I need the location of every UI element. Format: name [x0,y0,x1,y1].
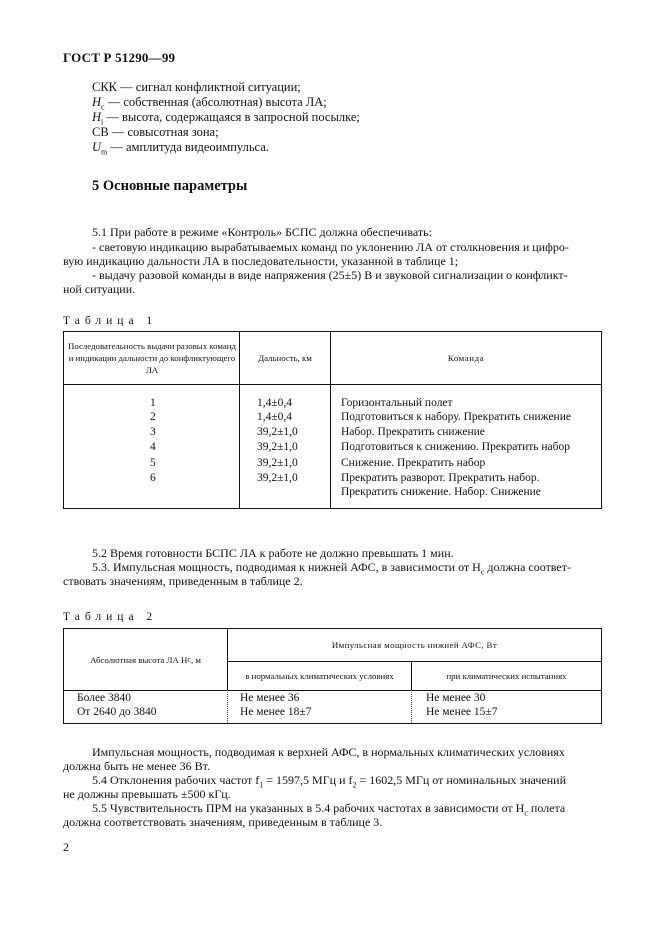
table1-row3-dist: 39,2±1,0 [257,426,298,438]
table2-caption: Таблица 2 [63,611,158,623]
table2-row2-normal: Не менее 18±7 [240,706,312,718]
table1-row5-dist: 39,2±1,0 [257,457,298,469]
para-5-4-line1: 5.4 Отклонения рабочих частот $f_1 = 1597,5$ МГц и $f_2 = 1602,5$ МГц от номинальных значений [92,773,567,790]
para-5-1-line4: - выдачу разовой команды в виде напряжения (25±5) В и звуковой сигнализации о конфликт- [92,268,568,282]
table2-body-divider-1 [227,690,228,723]
table1-row5-cmd: Снижение. Прекратить набор [341,457,486,469]
table2-header-altitude: Абсолютная высота ЛА H с , м [90,654,201,665]
para-5-2: 5.2 Время готовности БСПС ЛА к работе не должно превышать 1 мин. [92,546,454,560]
table1-row1-dist: 1,4±0,4 [257,397,293,409]
definition-hi: $H_i$ — высота, содержащаяся в запросной посылке; [92,110,360,127]
table1-row6-num: 6 [150,472,156,484]
table2-header-tests: при климатических испытаниях [446,671,567,681]
table1-row2-num: 2 [150,411,156,423]
table2-header-bottom [64,690,601,691]
para-5-1-line1: 5.1 При работе в режиме «Контроль» БСПС должна обеспечивать: [92,225,432,239]
table1-row6-cmd: Прекратить разворот. Прекратить набор. [341,472,540,484]
table1-row5-num: 5 [150,457,156,469]
table1-row1-num: 1 [150,397,156,409]
table1 [63,331,602,509]
table2 [63,628,602,724]
page-number: 2 [63,840,69,854]
table2-header-normal: в нормальных климатических условиях [245,671,394,681]
para-5-1-line2: - световую индикацию вырабатываемых команд по уклонению ЛА от столкновения и цифро- [92,240,569,254]
section-title: 5 Основные параметры [92,178,248,194]
definition-skk: СКК — сигнал конфликтной ситуации; [92,80,301,94]
document-header: ГОСТ Р 51290—99 [63,50,176,65]
table1-row4-cmd: Подготовиться к снижению. Прекратить набор [341,441,571,453]
table1-caption: Таблица 1 [63,315,158,327]
para-5-1-line5: ной ситуации. [63,282,136,296]
table1-row4-num: 4 [150,441,156,453]
table2-row1-alt: Более 3840 [77,692,132,704]
table2-header-power: Импульсная мощность нижней АФС, Вт [331,640,498,650]
definition-um: $U_m$ — амплитуда видеоимпульса. [92,140,269,157]
table1-row6-cmd-cont: Прекратить снижение. Набор. Снижение [341,486,541,498]
table2-row1-normal: Не менее 36 [240,692,300,704]
table1-row4-dist: 39,2±1,0 [257,441,298,453]
table1-header-sequence: Последовательность выдачи разовых команд и индикации дальности до конфликтующего ЛА [68,341,236,375]
para-5-3-line1: 5.3. Импульсная мощность, подводимая к нижней АФС, в зависимости от $H_с$ должна соответ- [92,560,571,577]
para-5-5-line2: должна соответствовать значениям, приведенным в таблице 3. [63,815,383,829]
table1-header-distance: Дальность, км [258,353,312,363]
definition-hc: $H_c$ — собственная (абсолютная) высота ЛА; [92,95,327,112]
table1-row2-cmd: Подготовиться к набору. Прекратить снижение [341,411,571,423]
table2-row1-tests: Не менее 30 [426,692,486,704]
table1-header-command: Команда [447,353,485,363]
definition-sv: СВ — совысотная зона; [92,125,219,139]
table1-row3-cmd: Набор. Прекратить снижение [341,426,485,438]
table1-row2-dist: 1,4±0,4 [257,411,293,423]
para-5-4-line2: не должны превышать ±500 кГц. [63,787,231,801]
para-5-1-line3: вую индикацию дальности ЛА в последовательности, указанной в таблице 1; [63,254,459,268]
table1-row3-num: 3 [150,426,156,438]
para-upper-line2: должна быть не менее 36 Вт. [63,759,210,773]
table2-body-divider-2 [411,690,412,723]
para-upper-line1: Импульсная мощность, подводимая к верхней АФС, в нормальных климатических условиях [92,745,565,759]
table1-row1-cmd: Горизонтальный полет [341,397,453,409]
para-5-3-line2: ствовать значениям, приведенным в таблице 2. [63,574,303,588]
table2-row2-tests: Не менее 15±7 [426,706,498,718]
table2-row2-alt: От 2640 до 3840 [77,706,157,718]
table1-row6-dist: 39,2±1,0 [257,472,298,484]
para-5-5-line1: 5.5 Чувствительность ПРМ на указанных в 5.4 рабочих частотах в зависимости от $H_с$ полета [92,801,566,818]
